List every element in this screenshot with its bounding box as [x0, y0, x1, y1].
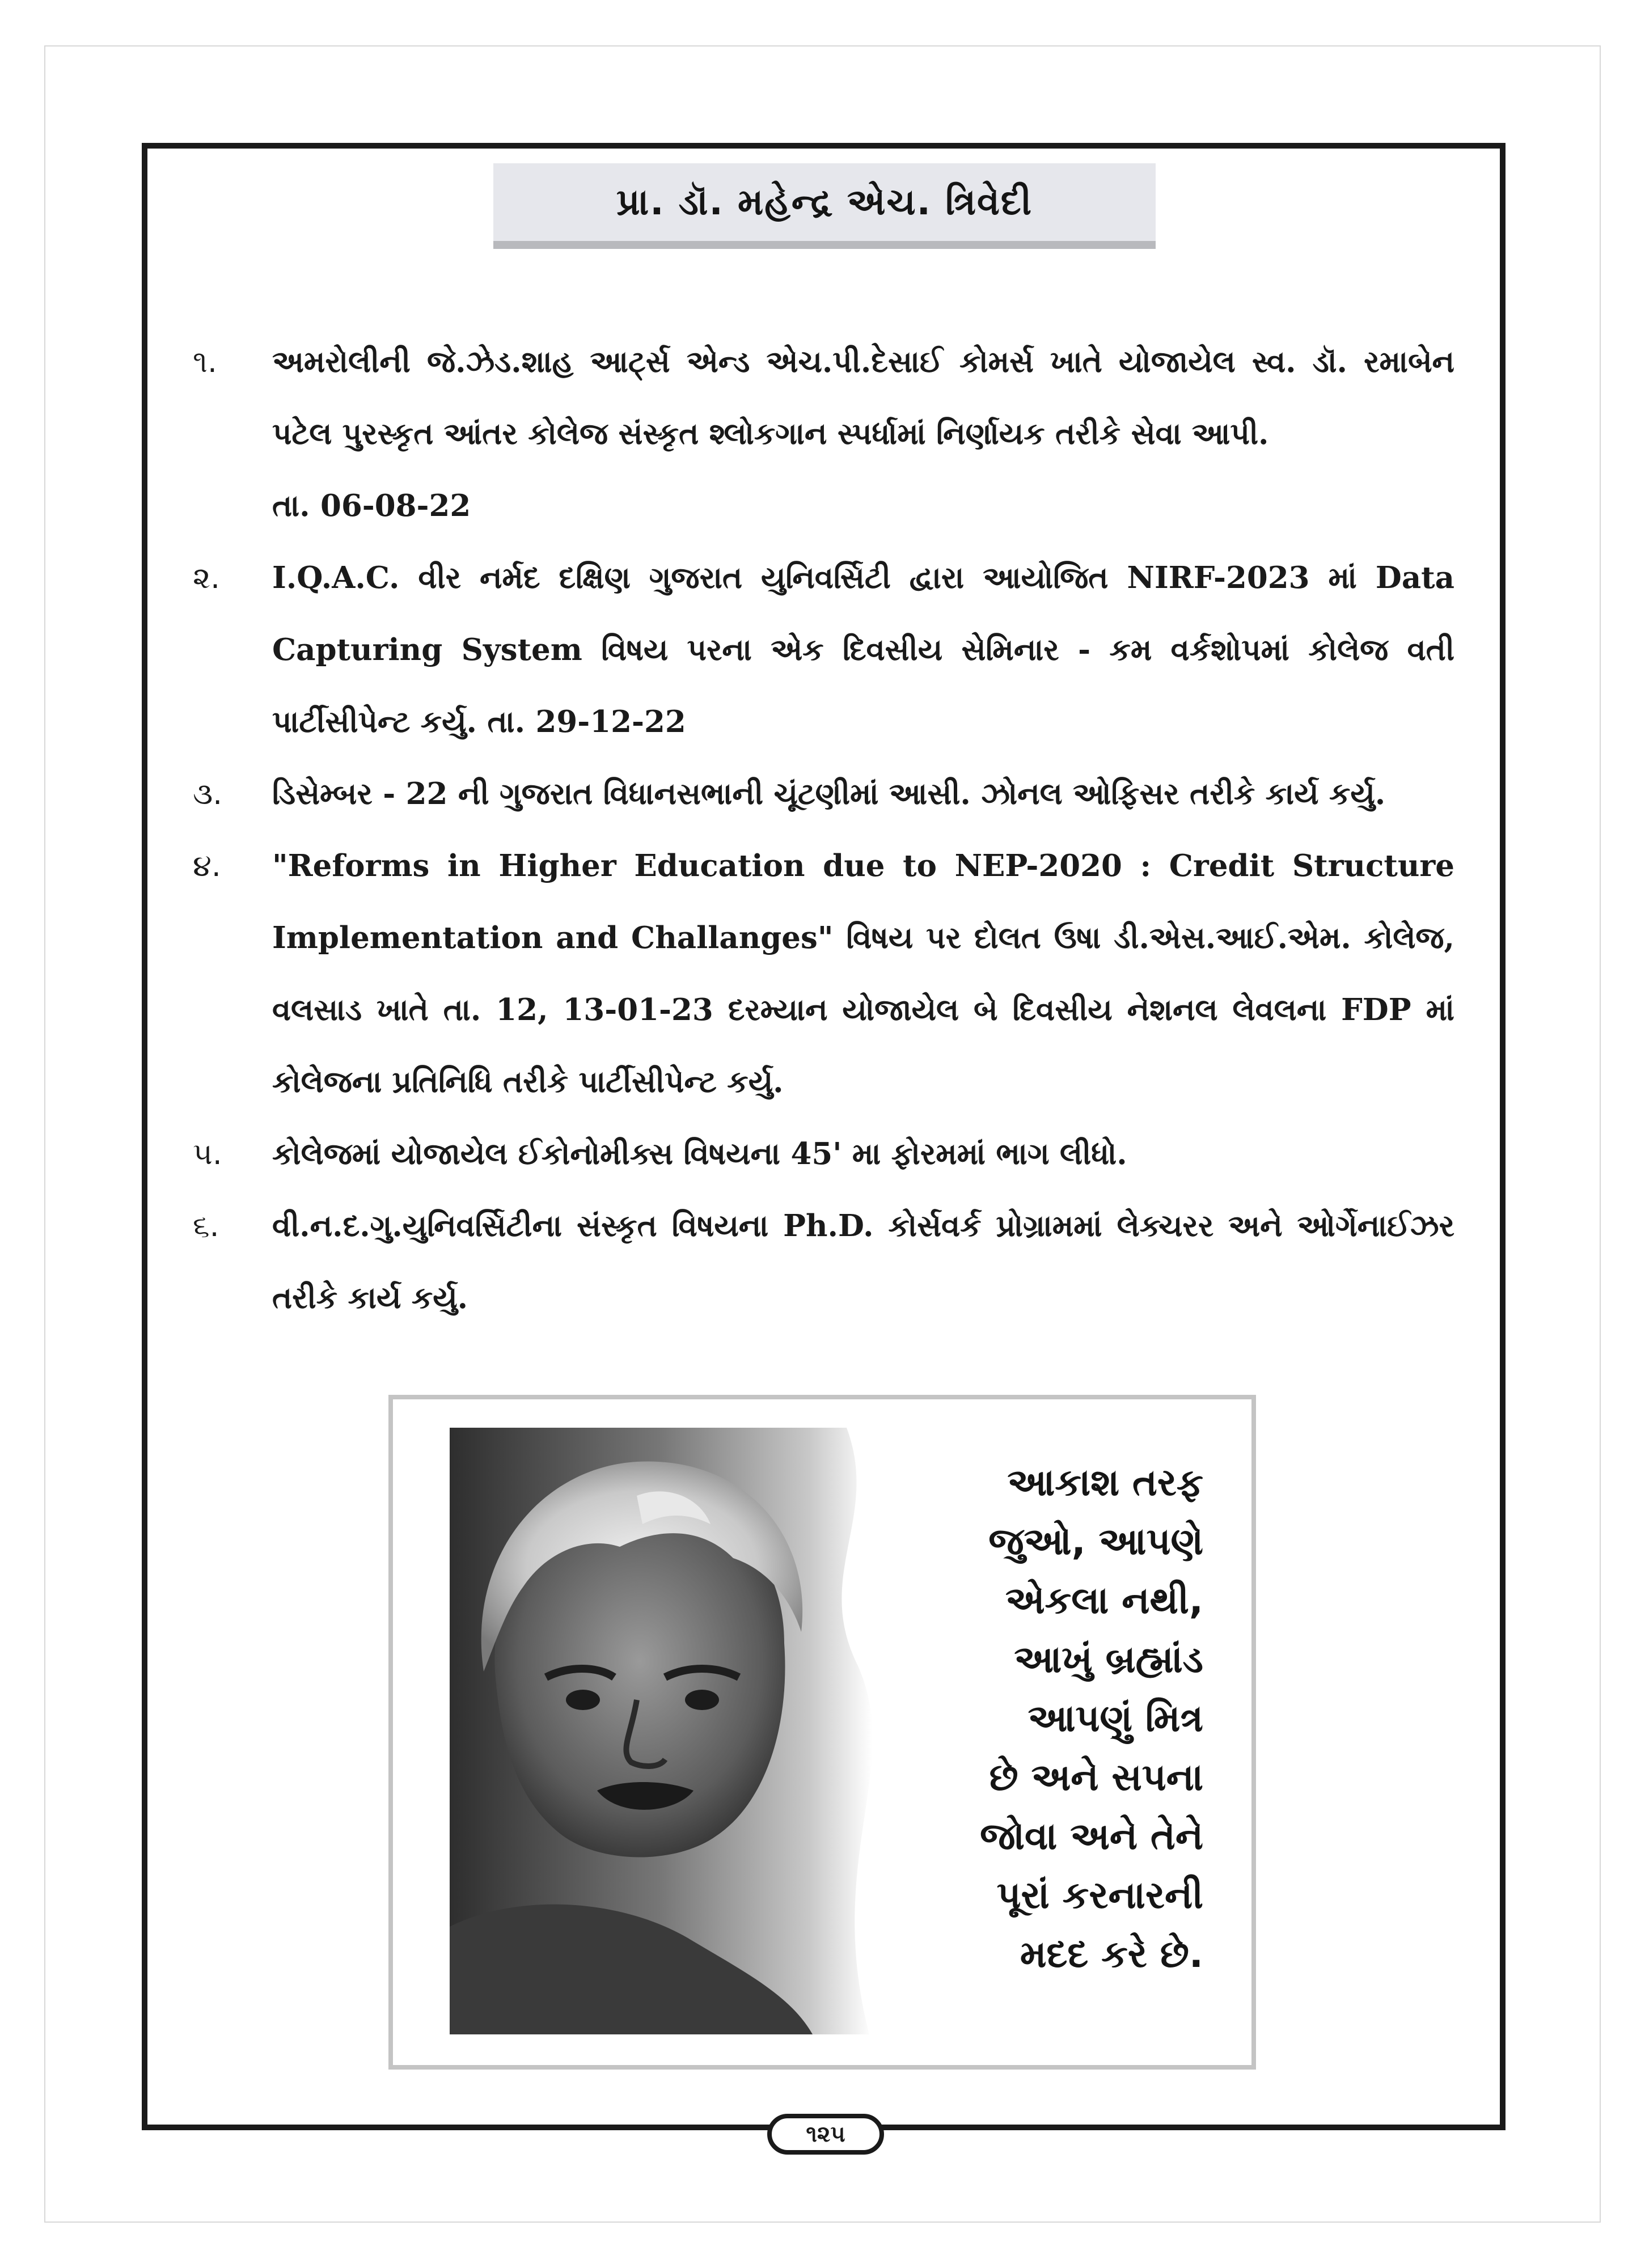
quote-line: એકલા નથી, — [1005, 1579, 1203, 1622]
item-text: ડિસેમ્બર - 22 ની ગુજરાત વિધાનસભાની ચૂંટણીમાં આસી. ઝોનલ ઓફિસર તરીકે કાર્ય કર્યુ. — [272, 776, 1386, 811]
list-item — [193, 326, 1454, 542]
quote-image-frame — [388, 1395, 1256, 2070]
list-item — [193, 830, 1454, 1118]
item-text: અમરોલીની જે.ઝેડ.શાહ આર્ટ્સ એન્ડ એચ.પી.દેસાઈ કોમર્સ ખાતે યોજાયેલ સ્વ. ડૉ. રમાબેન પટેલ પુરસ્કૃત આંતર કોલેજ સંસ્કૃત શ્લોકગાન સ્પર્ધામાં નિર્ણાયક તરીકે સેવા આપી. તા. 06-08-22 — [272, 344, 1454, 523]
quote-line: મદદ કરે છે. — [1020, 1932, 1203, 1976]
list-item — [193, 1118, 1454, 1190]
item-number: ૧. — [193, 345, 217, 379]
quote-line: છે અને સપના — [989, 1755, 1203, 1799]
quote-line: જુઓ, આપણે — [988, 1520, 1203, 1563]
page-number: ૧૨૫ — [767, 2114, 884, 2155]
portrait-photo — [450, 1428, 903, 2034]
list-item — [193, 1190, 1454, 1334]
quote-line: આકાશ તરફ — [1007, 1461, 1203, 1504]
list-item — [193, 542, 1454, 758]
item-number: ૬. — [193, 1209, 219, 1243]
item-number: ૩. — [193, 777, 223, 811]
quote-line: આપણું મિત્ર — [1027, 1696, 1203, 1740]
quote-line: આખું બ્રહ્માંડ — [1014, 1637, 1203, 1681]
quote-line: પૂરાં કરનારની — [996, 1873, 1203, 1917]
quote-line: જોવા અને તેને — [980, 1814, 1203, 1858]
item-text: I.Q.A.C. વીર નર્મદ દક્ષિણ ગુજરાત યુનિવર્સિટી દ્વારા આયોજિત NIRF-2023 માં Data Capturing System વિષય પરના એક દિવસીય સેમિનાર - કમ વર્કશોપમાં કોલેજ વતી પાર્ટીસીપેન્ટ કર્યુ. તા. 29-12-22 — [272, 560, 1454, 739]
item-text: વી.ન.દ.ગુ.યુનિવર્સિટીના સંસ્કૃત વિષયના Ph.D. કોર્સવર્ક પ્રોગ્રામમાં લેક્ચરર અને ઓર્ગેનાઈઝર તરીકે કાર્ય કર્યુ. — [272, 1208, 1454, 1315]
title-box — [493, 163, 1156, 249]
item-date: તા. 06-08-22 — [272, 488, 471, 523]
achievement-list — [193, 326, 1454, 1334]
item-number: ૫. — [193, 1137, 222, 1171]
item-number: ૨. — [193, 561, 220, 595]
list-item — [193, 758, 1454, 830]
item-number: ૪. — [193, 849, 221, 883]
page-title: પ્રા. ડૉ. મહેન્દ્ર એચ. ત્રિવેદી — [616, 181, 1033, 223]
quote-text — [886, 1453, 1203, 1984]
item-text: "Reforms in Higher Education due to NEP-2020 : Credit Structure Implementation and Challanges" વિષય પર દોલત ઉષા ડી.એસ.આઈ.એમ. કોલેજ, વલસાડ ખાતે તા. 12, 13-01-23 દરમ્યાન યોજાયેલ બે દિવસીય નેશનલ લેવલના FDP માં કોલેજના પ્રતિનિધિ તરીકે પાર્ટીસીપેન્ટ કર્યુ. — [272, 848, 1454, 1099]
item-text: કોલેજમાં યોજાયેલ ઈકોનોમીક્સ વિષયના 45' મા ફોરમમાં ભાગ લીધો. — [272, 1136, 1127, 1171]
